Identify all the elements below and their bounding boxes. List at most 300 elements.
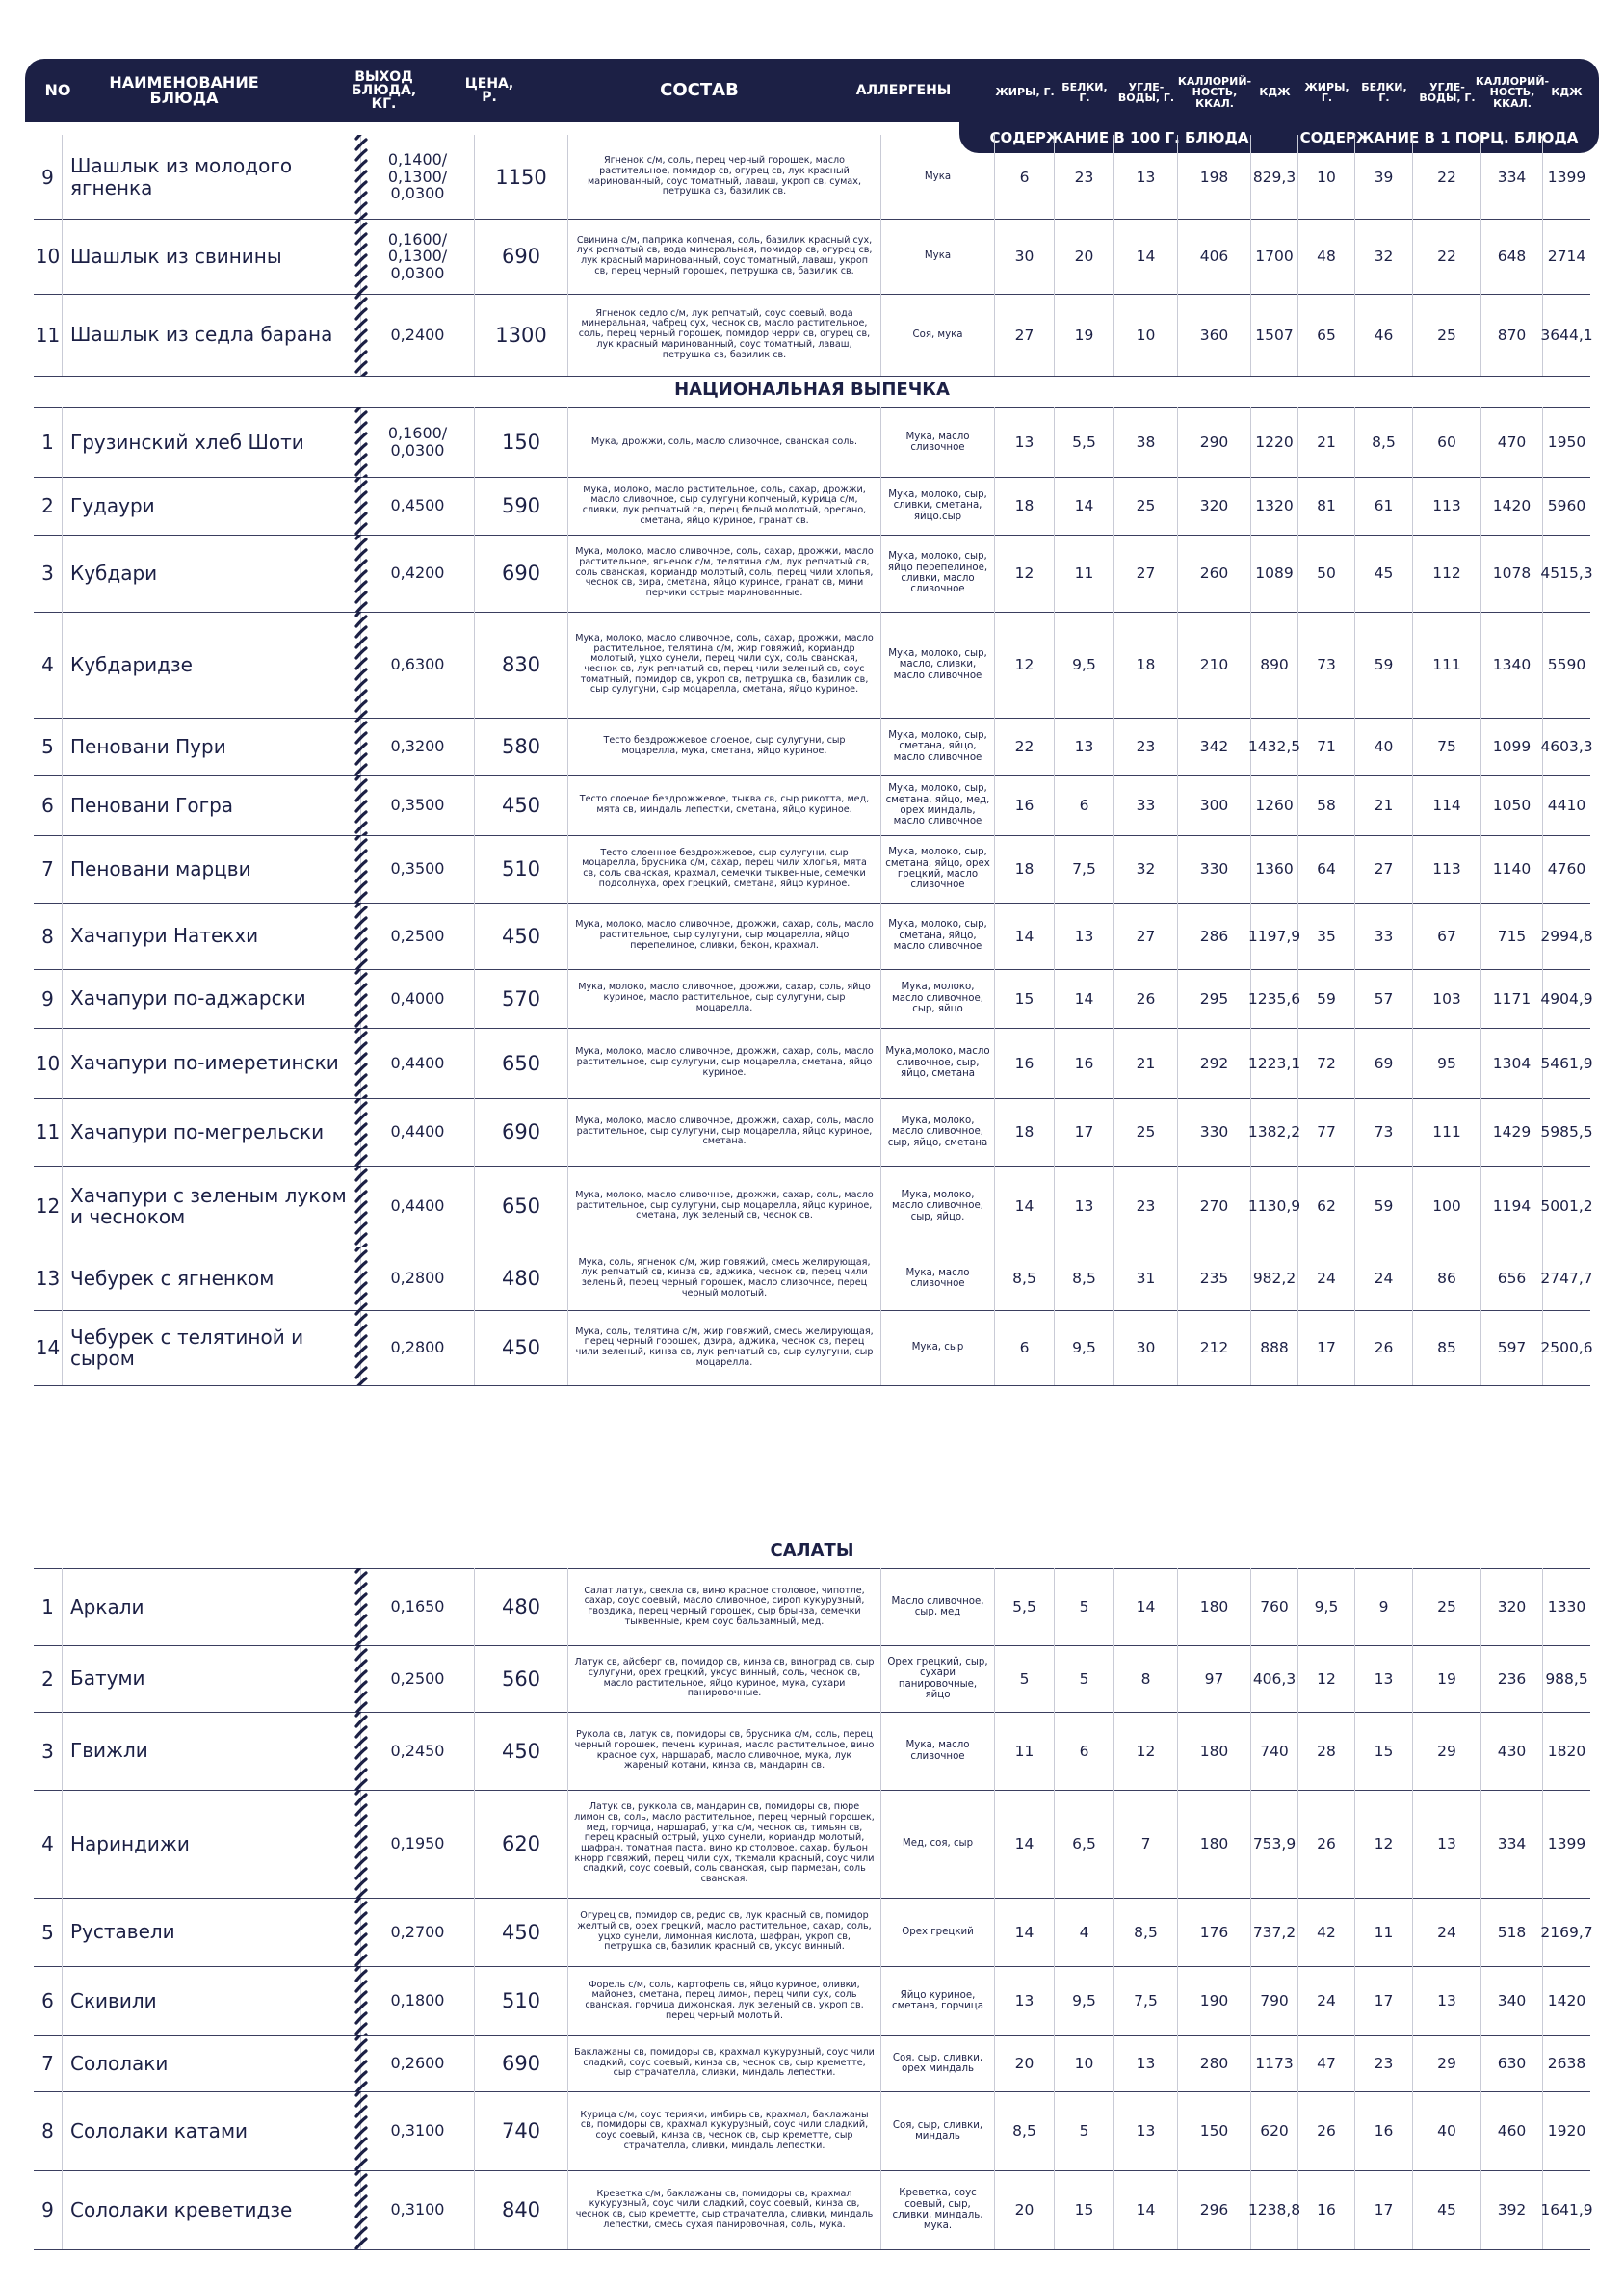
item-composition: Рукола св, латук св, помидоры св, брусника с/м, соль, перец черный горошек, печень куриная, масло растительное, вино красное сух, наршараб, масло сливочное, мука, лук жареный котани, кинза св, мандарин св. (568, 1712, 881, 1790)
item-price: 650 (475, 1028, 568, 1098)
item-price: 480 (475, 1568, 568, 1645)
nutrition-perportion-0: 73 (1298, 612, 1355, 718)
nutrition-per100-0: 5,5 (995, 1568, 1055, 1645)
item-yield: 0,4500 (361, 477, 475, 535)
item-price: 690 (475, 535, 568, 612)
nutrition-perportion-0: 48 (1298, 219, 1355, 294)
item-allergens: Мука, молоко, сыр, сметана, яйцо, масло сливочное (881, 718, 995, 775)
rope-divider (354, 1712, 368, 1790)
nutrition-per100-2: 8 (1114, 1645, 1178, 1712)
nutrition-perportion-1: 21 (1355, 775, 1413, 835)
item-allergens: Орех грецкий, сыр, сухари панировочные, яйцо (881, 1645, 995, 1712)
item-composition: Баклажаны св, помидоры св, крахмал кукурузный, соус чили сладкий, соус соевый, кинза св, чеснок св, сыр креметте, сыр страчателла, сливки, миндаль лепестки. (568, 2035, 881, 2091)
item-number: 10 (34, 219, 63, 294)
nutrition-per100-4: 829,3 (1251, 135, 1298, 219)
nutrition-perportion-0: 81 (1298, 477, 1355, 535)
item-name: Руставели (63, 1898, 361, 1966)
nutrition-perportion-1: 59 (1355, 612, 1413, 718)
nutrition-per100-0: 20 (995, 2035, 1055, 2091)
nutrition-per100-1: 6 (1055, 1712, 1114, 1790)
item-name: Гудаури (63, 477, 361, 535)
nutrition-per100-3: 180 (1178, 1712, 1251, 1790)
header-no: NO (44, 80, 71, 99)
nutrition-per100-1: 23 (1055, 135, 1114, 219)
header-name: НАИМЕНОВАНИЕ БЛЮДА (109, 72, 259, 107)
nutrition-perportion-1: 40 (1355, 718, 1413, 775)
rope-divider (354, 969, 368, 1028)
nutrition-perportion-4: 2169,7 (1540, 1923, 1593, 1941)
item-price: 740 (475, 2091, 568, 2170)
item-name: Аркали (63, 1568, 361, 1645)
item-composition: Мука, молоко, масло сливочное, дрожжи, сахар, соль, масло растительное, сыр сулугуни, сыр моцарелла, яйцо куриное, сметана. (568, 1098, 881, 1166)
item-name: Хачапури по-аджарски (63, 969, 361, 1028)
nutrition-per100-4: 406,3 (1251, 1645, 1298, 1712)
nutrition-per100-1: 16 (1055, 1028, 1114, 1098)
rope-divider (354, 407, 368, 477)
item-price: 840 (475, 2170, 568, 2249)
nutrition-perportion-0: 16 (1298, 2170, 1355, 2249)
nutrition-per100-0: 8,5 (995, 2091, 1055, 2170)
nutrition-perportion-4: 1399 (1547, 1835, 1586, 1852)
nutrition-perportion-2: 112 (1413, 535, 1481, 612)
item-number: 1 (34, 1568, 63, 1645)
nutrition-per100-0: 6 (995, 1310, 1055, 1385)
nutrition-per100-3: 320 (1178, 477, 1251, 535)
nutrition-per100-3: 180 (1178, 1568, 1251, 1645)
nutrition-perportion-3: 1304 (1481, 1028, 1543, 1098)
header-sub-per100: СОДЕРЖАНИЕ В 100 Г. БЛЮДА (989, 129, 1249, 146)
nutrition-per100-3: 290 (1178, 407, 1251, 477)
nutrition-per100-1: 5,5 (1055, 407, 1114, 477)
item-number: 11 (34, 294, 63, 376)
item-number: 8 (34, 903, 63, 969)
item-allergens: Мука, масло сливочное (881, 1247, 995, 1310)
nutrition-per100-2: 32 (1114, 835, 1178, 903)
item-yield: 0,2400 (361, 294, 475, 376)
nutrition-perportion-4: 5590 (1547, 656, 1586, 673)
item-number: 7 (34, 2035, 63, 2091)
item-allergens: Мед, соя, сыр (881, 1790, 995, 1898)
header-allergens: АЛЛЕРГЕНЫ (855, 82, 952, 98)
nutrition-perportion-2: 19 (1413, 1645, 1481, 1712)
item-allergens: Орех грецкий (881, 1898, 995, 1966)
item-allergens: Мука, молоко, сыр, яйцо перепелиное, сливки, масло сливочное (881, 535, 995, 612)
item-yield: 0,3100 (361, 2170, 475, 2249)
item-number: 1 (34, 407, 63, 477)
item-name: Пеновани Гогра (63, 775, 361, 835)
nutrition-perportion-0: 24 (1298, 1247, 1355, 1310)
item-number: 5 (34, 1898, 63, 1966)
menu-row (34, 718, 1593, 776)
menu-row (34, 1712, 1590, 1791)
nutrition-per100-0: 14 (995, 1790, 1055, 1898)
nutrition-perportion-2: 67 (1413, 903, 1481, 969)
nutrition-per100-3: 406 (1178, 219, 1251, 294)
item-number: 3 (34, 1712, 63, 1790)
nutrition-per100-1: 5 (1055, 2091, 1114, 2170)
nutrition-perportion-2: 29 (1413, 2035, 1481, 2091)
nutrition-per100-4: 888 (1251, 1310, 1298, 1385)
item-number: 2 (34, 1645, 63, 1712)
nutrition-perportion-2: 111 (1413, 1098, 1481, 1166)
nutrition-perportion-4: 4410 (1547, 797, 1586, 814)
rope-divider (354, 1790, 368, 1898)
nutrition-per100-0: 12 (995, 612, 1055, 718)
rope-divider (354, 2035, 368, 2091)
nutrition-per100-4: 790 (1251, 1966, 1298, 2035)
menu-row (34, 1790, 1590, 1899)
menu-row (34, 219, 1590, 295)
section-title: НАЦИОНАЛЬНАЯ ВЫПЕЧКА (34, 371, 1590, 408)
nutrition-perportion-3: 1050 (1481, 775, 1543, 835)
nutrition-perportion-1: 73 (1355, 1098, 1413, 1166)
nutrition-per100-2: 10 (1114, 294, 1178, 376)
nutrition-perportion-0: 47 (1298, 2035, 1355, 2091)
item-price: 510 (475, 835, 568, 903)
rope-divider (354, 1645, 368, 1712)
item-price: 830 (475, 612, 568, 718)
header-nutrition-per100-1: БЕЛКИ, Г. (1061, 80, 1108, 104)
item-allergens: Соя, мука (881, 294, 995, 376)
nutrition-per100-3: 150 (1178, 2091, 1251, 2170)
nutrition-perportion-3: 430 (1481, 1712, 1543, 1790)
nutrition-per100-4: 1382,2 (1251, 1098, 1298, 1166)
nutrition-per100-4: 1130,9 (1251, 1166, 1298, 1247)
menu-row (34, 835, 1590, 904)
item-composition: Тесто слоенное бездрожжевое, сыр сулугуни, сыр моцарелла, брусника с/м, сахар, перец чили хлопья, мята св, соль сванская, крахмал, семечки тыквенные, семечки подсолнуха, орех грецкий, сметана, яйцо куриное. (568, 835, 881, 903)
item-number: 3 (34, 535, 63, 612)
nutrition-per100-2: 13 (1114, 135, 1178, 219)
item-yield: 0,1800 (361, 1966, 475, 2035)
nutrition-per100-3: 212 (1178, 1310, 1251, 1385)
nutrition-perportion-4: 2638 (1547, 2055, 1586, 2072)
nutrition-perportion-3: 1194 (1481, 1166, 1543, 1247)
nutrition-perportion-2: 40 (1413, 2091, 1481, 2170)
item-price: 1300 (475, 294, 568, 376)
item-yield: 0,2600 (361, 2035, 475, 2091)
nutrition-perportion-4: 2747,7 (1540, 1270, 1593, 1287)
nutrition-per100-2: 14 (1114, 2170, 1178, 2249)
nutrition-perportion-1: 12 (1355, 1790, 1413, 1898)
nutrition-per100-2: 23 (1114, 1166, 1178, 1247)
nutrition-perportion-2: 45 (1413, 2170, 1481, 2249)
nutrition-per100-4: 1089 (1251, 535, 1298, 612)
item-name: Хачапури Натекхи (63, 903, 361, 969)
item-price: 450 (475, 775, 568, 835)
nutrition-perportion-4: 988,5 (1545, 1669, 1588, 1688)
nutrition-per100-4: 1432,5 (1251, 718, 1298, 775)
nutrition-per100-0: 12 (995, 535, 1055, 612)
nutrition-perportion-2: 100 (1413, 1166, 1481, 1247)
nutrition-per100-3: 270 (1178, 1166, 1251, 1247)
item-price: 690 (475, 1098, 568, 1166)
nutrition-perportion-4: 1950 (1547, 433, 1586, 451)
nutrition-per100-2: 8,5 (1114, 1898, 1178, 1966)
nutrition-perportion-2: 113 (1413, 835, 1481, 903)
menu-row (34, 969, 1593, 1029)
item-allergens: Мука, молоко, масло сливочное, сыр, яйцо (881, 969, 995, 1028)
nutrition-perportion-1: 69 (1355, 1028, 1413, 1098)
item-name: Шашлык из молодого ягненка (63, 135, 361, 219)
item-allergens: Масло сливочное, сыр, мед (881, 1568, 995, 1645)
nutrition-perportion-4: 4904,9 (1540, 989, 1593, 1008)
menu-row (34, 1645, 1590, 1713)
nutrition-perportion-3: 1340 (1481, 612, 1543, 718)
nutrition-per100-2: 18 (1114, 612, 1178, 718)
rope-divider (354, 1310, 368, 1385)
item-composition: Креветка с/м, баклажаны св, помидоры св, крахмал кукурузный, соус чили сладкий, соус соевый, кинза св, чеснок св, сыр креметте, сыр страчателла, сливки, миндаль лепестки, смесь сухая панировочная, соль, мука. (568, 2170, 881, 2249)
rope-divider (354, 1966, 368, 2035)
nutrition-per100-2: 25 (1114, 477, 1178, 535)
nutrition-per100-0: 8,5 (995, 1247, 1055, 1310)
nutrition-per100-1: 9,5 (1055, 1310, 1114, 1385)
item-number: 8 (34, 2091, 63, 2170)
nutrition-per100-0: 6 (995, 135, 1055, 219)
nutrition-perportion-3: 597 (1481, 1310, 1543, 1385)
item-price: 650 (475, 1166, 568, 1247)
item-price: 690 (475, 219, 568, 294)
nutrition-perportion-4: 4515,3 (1540, 564, 1593, 582)
item-number: 12 (34, 1166, 63, 1247)
nutrition-per100-4: 1320 (1251, 477, 1298, 535)
nutrition-per100-1: 11 (1055, 535, 1114, 612)
item-composition: Курица с/м, соус терияки, имбирь св, крахмал, баклажаны св, помидоры св, крахмал кукурузный, соус чили сладкий, соус соевый, кинза св, чеснок св, сыр креметте, сыр страчателла, сливки, миндаль лепестки. (568, 2091, 881, 2170)
nutrition-per100-1: 17 (1055, 1098, 1114, 1166)
nutrition-per100-1: 19 (1055, 294, 1114, 376)
nutrition-perportion-2: 13 (1413, 1966, 1481, 2035)
item-composition: Ягненок седло с/м, лук репчатый, соус соевый, вода минеральная, чабрец сух, чеснок св, масло растительное, соль, перец черный горошек, помидор черри св, огурец св, лук красный маринованный, соус томатный, лаваш, петрушка св, базилик св. (568, 294, 881, 376)
nutrition-perportion-3: 460 (1481, 2091, 1543, 2170)
item-number: 2 (34, 477, 63, 535)
nutrition-per100-2: 13 (1114, 2035, 1178, 2091)
nutrition-perportion-2: 86 (1413, 1247, 1481, 1310)
item-price: 560 (475, 1645, 568, 1712)
item-name: Чебурек с ягненком (63, 1247, 361, 1310)
item-yield: 0,2800 (361, 1310, 475, 1385)
nutrition-per100-3: 235 (1178, 1247, 1251, 1310)
nutrition-per100-2: 14 (1114, 219, 1178, 294)
nutrition-per100-4: 1197,9 (1251, 903, 1298, 969)
rope-divider (354, 1247, 368, 1310)
menu-row (34, 477, 1590, 536)
nutrition-per100-0: 11 (995, 1712, 1055, 1790)
item-name: Сололаки (63, 2035, 361, 2091)
item-yield: 0,1650 (361, 1568, 475, 1645)
item-composition: Тесто слоеное бездрожжевое, тыква св, сыр рикотта, мед, мята св, миндаль лепестки, сметана, яйцо куриное. (568, 775, 881, 835)
nutrition-per100-0: 18 (995, 1098, 1055, 1166)
item-allergens: Соя, сыр, сливки, миндаль (881, 2091, 995, 2170)
nutrition-per100-4: 1260 (1251, 775, 1298, 835)
nutrition-per100-2: 26 (1114, 969, 1178, 1028)
item-name: Шашлык из седла барана (63, 294, 361, 376)
nutrition-per100-3: 260 (1178, 535, 1251, 612)
nutrition-per100-2: 38 (1114, 407, 1178, 477)
nutrition-perportion-1: 9 (1355, 1568, 1413, 1645)
nutrition-perportion-2: 25 (1413, 294, 1481, 376)
item-composition: Огурец св, помидор св, редис св, лук красный св, помидор желтый св, орех грецкий, масло растительное, сахар, соль, уцхо сунели, лимонная кислота, шафран, укроп св, петрушка св, базилик красный св, уксус винный. (568, 1898, 881, 1966)
header-nutrition-per100-2: УГЛЕ-ВОДЫ, Г. (1117, 80, 1175, 104)
rope-divider (354, 135, 368, 219)
menu-row (34, 2170, 1593, 2250)
nutrition-per100-4: 620 (1251, 2091, 1298, 2170)
nutrition-per100-3: 295 (1178, 969, 1251, 1028)
item-allergens: Мука, молоко, сыр, сметана, яйцо, орех грецкий, масло сливочное (881, 835, 995, 903)
rope-divider (354, 903, 368, 969)
item-yield: 0,4000 (361, 969, 475, 1028)
nutrition-perportion-0: 26 (1298, 1790, 1355, 1898)
item-number: 4 (34, 1790, 63, 1898)
item-yield: 0,3100 (361, 2091, 475, 2170)
nutrition-perportion-0: 72 (1298, 1028, 1355, 1098)
item-name: Сололаки катами (63, 2091, 361, 2170)
nutrition-perportion-2: 60 (1413, 407, 1481, 477)
nutrition-per100-1: 5 (1055, 1645, 1114, 1712)
nutrition-perportion-2: 24 (1413, 1898, 1481, 1966)
nutrition-perportion-0: 12 (1298, 1645, 1355, 1712)
item-name: Чебурек с телятиной и сыром (63, 1310, 361, 1385)
item-yield: 0,3200 (361, 718, 475, 775)
item-yield: 0,1400/ 0,1300/ 0,0300 (361, 135, 475, 219)
item-price: 690 (475, 2035, 568, 2091)
nutrition-per100-2: 21 (1114, 1028, 1178, 1098)
nutrition-per100-0: 18 (995, 477, 1055, 535)
nutrition-perportion-3: 320 (1481, 1568, 1543, 1645)
item-name: Гвижли (63, 1712, 361, 1790)
item-number: 6 (34, 775, 63, 835)
header-nutrition-perportion-1: БЕЛКИ, Г. (1361, 80, 1407, 104)
menu-row (34, 1568, 1590, 1646)
item-number: 10 (34, 1028, 63, 1098)
nutrition-perportion-0: 17 (1298, 1310, 1355, 1385)
nutrition-per100-4: 753,9 (1251, 1790, 1298, 1898)
menu-row (34, 1098, 1593, 1167)
nutrition-per100-0: 13 (995, 1966, 1055, 2035)
menu-row (34, 135, 1590, 220)
nutrition-per100-0: 15 (995, 969, 1055, 1028)
item-yield: 0,1950 (361, 1790, 475, 1898)
nutrition-perportion-4: 5461,9 (1540, 1054, 1593, 1072)
nutrition-perportion-4: 1641,9 (1540, 2201, 1593, 2218)
item-allergens: Мука, молоко, масло сливочное, сыр, яйцо, сметана (881, 1098, 995, 1166)
nutrition-perportion-1: 13 (1355, 1645, 1413, 1712)
item-allergens: Мука, молоко, сыр, масло, сливки, масло сливочное (881, 612, 995, 718)
item-allergens: Мука, сыр (881, 1310, 995, 1385)
item-allergens: Мука, масло сливочное (881, 1712, 995, 1790)
nutrition-perportion-0: 71 (1298, 718, 1355, 775)
nutrition-perportion-1: 46 (1355, 294, 1413, 376)
nutrition-per100-3: 286 (1178, 903, 1251, 969)
nutrition-perportion-3: 1171 (1481, 969, 1543, 1028)
nutrition-perportion-1: 16 (1355, 2091, 1413, 2170)
menu-row (34, 903, 1593, 970)
nutrition-perportion-3: 334 (1481, 1790, 1543, 1898)
nutrition-perportion-1: 23 (1355, 2035, 1413, 2091)
nutrition-per100-1: 5 (1055, 1568, 1114, 1645)
nutrition-per100-1: 20 (1055, 219, 1114, 294)
menu-row (34, 535, 1593, 613)
nutrition-perportion-0: 26 (1298, 2091, 1355, 2170)
menu-row (34, 612, 1590, 719)
nutrition-perportion-4: 1920 (1547, 2122, 1586, 2140)
item-yield: 0,2450 (361, 1712, 475, 1790)
nutrition-perportion-3: 470 (1481, 407, 1543, 477)
item-yield: 0,2800 (361, 1247, 475, 1310)
nutrition-perportion-2: 111 (1413, 612, 1481, 718)
nutrition-per100-0: 5 (995, 1645, 1055, 1712)
item-yield: 0,3500 (361, 835, 475, 903)
nutrition-perportion-4: 5960 (1547, 497, 1586, 514)
nutrition-per100-0: 14 (995, 1166, 1055, 1247)
item-yield: 0,4200 (361, 535, 475, 612)
nutrition-perportion-4: 1420 (1547, 1992, 1586, 2009)
nutrition-per100-1: 9,5 (1055, 1966, 1114, 2035)
nutrition-perportion-2: 103 (1413, 969, 1481, 1028)
nutrition-perportion-4: 2500,6 (1540, 1339, 1593, 1356)
nutrition-perportion-3: 648 (1481, 219, 1543, 294)
item-name: Пеновани Пури (63, 718, 361, 775)
item-composition: Свинина с/м, паприка копченая, соль, базилик красный сух, лук репчатый св, вода минеральная, помидор св, огурец св, лук красный маринованный, соус томатный, лаваш, укроп св, перец черный горошек, петрушка св, базилик св. (568, 219, 881, 294)
item-composition: Мука, молоко, масло сливочное, соль, сахар, дрожжи, масло растительное, телятина с/м, жир говяжий, кориандр молотый, уцхо сунели, перец чили сух, соль сванская, чеснок св, лук репчатый св, перец чили зеленый св, соус томатный, помидор св, укроп св, петрушка св, базилик св, сыр сулугуни, сыр моцарелла, сметана, яйцо куриное. (568, 612, 881, 718)
rope-divider (354, 219, 368, 294)
nutrition-perportion-1: 17 (1355, 1966, 1413, 2035)
header-nutrition-perportion-3: КАЛЛОРИЙ-НОСТЬ, ККАЛ. (1475, 75, 1550, 110)
item-composition: Мука, молоко, масло сливочное, дрожжи, сахар, соль, масло растительное, сыр сулугуни, сыр моцарелла, яйцо перепелиное, сливки, бекон, крахмал. (568, 903, 881, 969)
rope-divider (354, 612, 368, 718)
item-price: 590 (475, 477, 568, 535)
menu-row (34, 1028, 1593, 1099)
item-price: 450 (475, 1310, 568, 1385)
item-price: 620 (475, 1790, 568, 1898)
nutrition-perportion-4: 5001,2 (1540, 1197, 1593, 1215)
nutrition-perportion-1: 57 (1355, 969, 1413, 1028)
item-name: Хачапури по-мегрельски (63, 1098, 361, 1166)
nutrition-perportion-1: 45 (1355, 535, 1413, 612)
nutrition-per100-2: 27 (1114, 903, 1178, 969)
item-allergens: Мука, молоко, сыр, сметана, яйцо, масло сливочное (881, 903, 995, 969)
nutrition-perportion-3: 334 (1481, 135, 1543, 219)
item-composition: Мука, молоко, масло сливочное, дрожжи, сахар, соль, яйцо куриное, масло растительное, сыр сулугуни, сыр моцарелла. (568, 969, 881, 1028)
item-number: 13 (34, 1247, 63, 1310)
nutrition-per100-3: 296 (1178, 2170, 1251, 2249)
nutrition-perportion-2: 85 (1413, 1310, 1481, 1385)
nutrition-perportion-0: 10 (1298, 135, 1355, 219)
nutrition-perportion-0: 9,5 (1298, 1568, 1355, 1645)
nutrition-per100-0: 18 (995, 835, 1055, 903)
nutrition-perportion-1: 59 (1355, 1166, 1413, 1247)
item-allergens: Мука, масло сливочное (881, 407, 995, 477)
item-allergens: Мука,молоко, масло сливочное, сыр, яйцо, сметана (881, 1028, 995, 1098)
header-nutrition-perportion-2: УГЛЕ-ВОДЫ, Г. (1419, 80, 1476, 104)
item-composition: Мука, молоко, масло сливочное, дрожжи, сахар, соль, масло растительное, сыр сулугуни, сыр моцарелла, яйцо куриное, сметана, лук зеленый св, чеснок св. (568, 1166, 881, 1247)
item-number: 9 (34, 135, 63, 219)
nutrition-perportion-1: 27 (1355, 835, 1413, 903)
nutrition-perportion-3: 392 (1481, 2170, 1543, 2249)
item-name: Батуми (63, 1645, 361, 1712)
menu-row (34, 2091, 1590, 2171)
item-price: 510 (475, 1966, 568, 2035)
nutrition-perportion-2: 75 (1413, 718, 1481, 775)
nutrition-per100-2: 25 (1114, 1098, 1178, 1166)
header-price: ЦЕНА, Р. (464, 75, 514, 105)
nutrition-perportion-3: 1099 (1481, 718, 1543, 775)
nutrition-per100-4: 740 (1251, 1712, 1298, 1790)
header-sub-perportion: СОДЕРЖАНИЕ В 1 ПОРЦ. БЛЮДА (1299, 129, 1579, 146)
item-yield: 0,3500 (361, 775, 475, 835)
nutrition-perportion-0: 28 (1298, 1712, 1355, 1790)
nutrition-perportion-0: 50 (1298, 535, 1355, 612)
nutrition-perportion-4: 2714 (1547, 248, 1586, 265)
header-nutrition-per100-4: КДЖ (1259, 86, 1291, 99)
